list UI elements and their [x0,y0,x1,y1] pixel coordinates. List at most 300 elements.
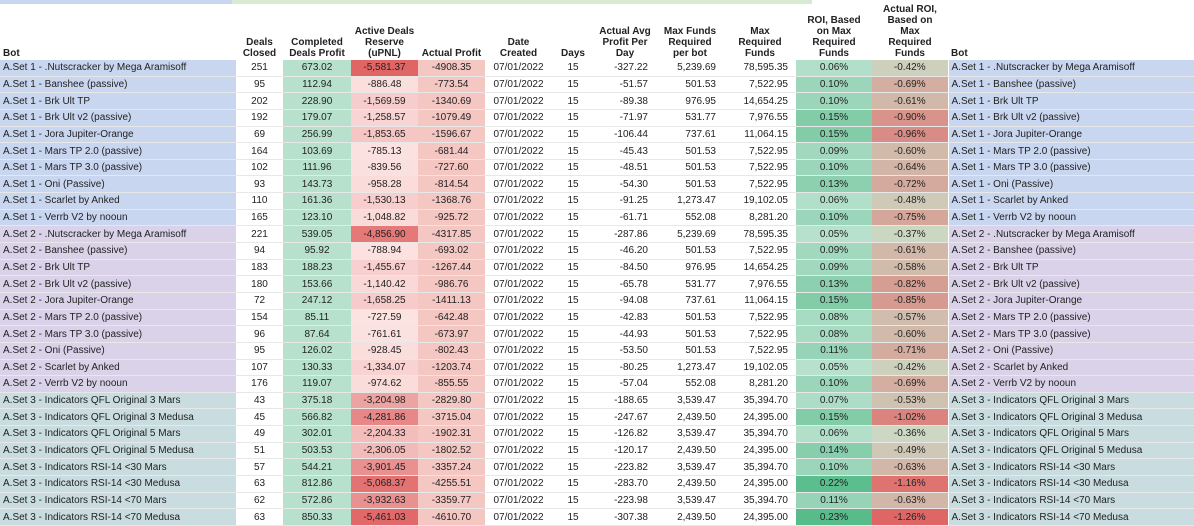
cell-bot[interactable]: A.Set 1 - Scarlet by Anked [0,193,236,210]
header-date-created[interactable] [485,4,552,60]
cell-completed-profit[interactable]: 247.12 [283,292,351,309]
cell-date-created[interactable]: 07/01/2022 [485,492,552,509]
cell-active-reserve[interactable]: -788.94 [351,243,418,260]
cell-days[interactable]: 15 [552,509,594,526]
cell-active-reserve[interactable]: -974.62 [351,376,418,393]
cell-completed-profit[interactable]: 112.94 [283,76,351,93]
table-row[interactable] [0,309,1194,326]
cell-actual-profit[interactable]: -4908.35 [418,60,485,76]
cell-roi-max[interactable]: 0.10% [796,159,872,176]
cell-bot-repeat[interactable]: A.Set 2 - Verrb V2 by nooun [948,376,1194,393]
cell-roi-max[interactable]: 0.08% [796,309,872,326]
header-avg-profit[interactable] [594,4,656,60]
cell-active-reserve[interactable]: -5,581.37 [351,60,418,76]
cell-actual-profit[interactable]: -1203.74 [418,359,485,376]
cell-bot-repeat[interactable]: A.Set 2 - Jora Jupiter-Orange [948,292,1194,309]
cell-date-created[interactable]: 07/01/2022 [485,159,552,176]
table-row[interactable] [0,76,1194,93]
cell-actual-profit[interactable]: -1079.49 [418,109,485,126]
cell-roi-max[interactable]: 0.22% [796,476,872,493]
cell-actual-profit[interactable]: -1902.31 [418,426,485,443]
cell-actual-profit[interactable]: -4255.51 [418,476,485,493]
cell-date-created[interactable]: 07/01/2022 [485,509,552,526]
cell-roi-max[interactable]: 0.13% [796,276,872,293]
cell-max-funds-bot[interactable]: 501.53 [656,342,724,359]
cell-roi-max[interactable]: 0.10% [796,459,872,476]
cell-completed-profit[interactable]: 123.10 [283,209,351,226]
cell-bot[interactable]: A.Set 1 - Brk Ult TP [0,93,236,110]
cell-actual-roi[interactable]: -0.61% [872,243,948,260]
cell-roi-max[interactable]: 0.15% [796,109,872,126]
cell-roi-max[interactable]: 0.11% [796,342,872,359]
cell-completed-profit[interactable]: 119.07 [283,376,351,393]
header-deals-closed[interactable] [236,4,283,60]
cell-active-reserve[interactable]: -2,306.05 [351,442,418,459]
cell-active-reserve[interactable]: -886.48 [351,76,418,93]
cell-date-created[interactable]: 07/01/2022 [485,276,552,293]
cell-bot-repeat[interactable]: A.Set 2 - Oni (Passive) [948,342,1194,359]
cell-avg-profit[interactable]: -223.98 [594,492,656,509]
cell-actual-roi[interactable]: -0.69% [872,76,948,93]
cell-days[interactable]: 15 [552,276,594,293]
cell-bot-repeat[interactable]: A.Set 1 - Mars TP 2.0 (passive) [948,143,1194,160]
table-row[interactable] [0,342,1194,359]
cell-roi-max[interactable]: 0.05% [796,359,872,376]
cell-days[interactable]: 15 [552,60,594,76]
cell-max-funds-bot[interactable]: 552.08 [656,376,724,393]
cell-max-required[interactable]: 14,654.25 [724,93,796,110]
cell-avg-profit[interactable]: -307.38 [594,509,656,526]
cell-completed-profit[interactable]: 566.82 [283,409,351,426]
cell-date-created[interactable]: 07/01/2022 [485,76,552,93]
cell-date-created[interactable]: 07/01/2022 [485,93,552,110]
cell-bot[interactable]: A.Set 2 - Mars TP 2.0 (passive) [0,309,236,326]
cell-active-reserve[interactable]: -785.13 [351,143,418,160]
header-bot-repeat[interactable] [948,4,1194,60]
cell-roi-max[interactable]: 0.10% [796,93,872,110]
cell-active-reserve[interactable]: -3,204.98 [351,392,418,409]
cell-bot[interactable]: A.Set 3 - Indicators QFL Original 3 Mars [0,392,236,409]
header-bot[interactable] [0,4,236,60]
cell-max-funds-bot[interactable]: 552.08 [656,209,724,226]
cell-days[interactable]: 15 [552,326,594,343]
cell-max-required[interactable]: 19,102.05 [724,193,796,210]
cell-max-funds-bot[interactable]: 2,439.50 [656,409,724,426]
header-completed-profit[interactable] [283,4,351,60]
cell-completed-profit[interactable]: 673.02 [283,60,351,76]
cell-bot-repeat[interactable]: A.Set 1 - Banshee (passive) [948,76,1194,93]
cell-max-funds-bot[interactable]: 3,539.47 [656,426,724,443]
cell-max-funds-bot[interactable]: 5,239.69 [656,226,724,243]
cell-bot-repeat[interactable]: A.Set 3 - Indicators RSI-14 <70 Medusa [948,509,1194,526]
cell-avg-profit[interactable]: -61.71 [594,209,656,226]
cell-date-created[interactable]: 07/01/2022 [485,309,552,326]
cell-days[interactable]: 15 [552,459,594,476]
cell-completed-profit[interactable]: 111.96 [283,159,351,176]
cell-bot-repeat[interactable]: A.Set 1 - Mars TP 3.0 (passive) [948,159,1194,176]
cell-date-created[interactable]: 07/01/2022 [485,209,552,226]
cell-deals-closed[interactable]: 183 [236,259,283,276]
cell-avg-profit[interactable]: -89.38 [594,93,656,110]
cell-days[interactable]: 15 [552,426,594,443]
cell-actual-profit[interactable]: -4610.70 [418,509,485,526]
cell-avg-profit[interactable]: -42.83 [594,309,656,326]
cell-actual-roi[interactable]: -0.60% [872,326,948,343]
cell-completed-profit[interactable]: 572.86 [283,492,351,509]
cell-actual-roi[interactable]: -0.71% [872,342,948,359]
cell-completed-profit[interactable]: 544.21 [283,459,351,476]
cell-deals-closed[interactable]: 51 [236,442,283,459]
table-row[interactable] [0,276,1194,293]
cell-deals-closed[interactable]: 251 [236,60,283,76]
cell-actual-profit[interactable]: -855.55 [418,376,485,393]
cell-actual-profit[interactable]: -693.02 [418,243,485,260]
table-row[interactable] [0,209,1194,226]
cell-max-required[interactable]: 11,064.15 [724,292,796,309]
cell-bot-repeat[interactable]: A.Set 1 - Oni (Passive) [948,176,1194,193]
cell-avg-profit[interactable]: -327.22 [594,60,656,76]
cell-bot[interactable]: A.Set 1 - Mars TP 3.0 (passive) [0,159,236,176]
cell-avg-profit[interactable]: -287.86 [594,226,656,243]
table-row[interactable] [0,109,1194,126]
cell-bot-repeat[interactable]: A.Set 1 - .Nutscracker by Mega Aramisoff [948,60,1194,76]
cell-avg-profit[interactable]: -53.50 [594,342,656,359]
cell-max-required[interactable]: 8,281.20 [724,376,796,393]
table-row[interactable] [0,176,1194,193]
cell-deals-closed[interactable]: 95 [236,76,283,93]
table-row[interactable] [0,442,1194,459]
cell-days[interactable]: 15 [552,342,594,359]
cell-bot[interactable]: A.Set 2 - Banshee (passive) [0,243,236,260]
table-row[interactable] [0,392,1194,409]
cell-active-reserve[interactable]: -761.61 [351,326,418,343]
cell-max-required[interactable]: 7,976.55 [724,109,796,126]
cell-completed-profit[interactable]: 161.36 [283,193,351,210]
cell-active-reserve[interactable]: -1,530.13 [351,193,418,210]
cell-active-reserve[interactable]: -958.28 [351,176,418,193]
cell-deals-closed[interactable]: 96 [236,326,283,343]
cell-deals-closed[interactable]: 93 [236,176,283,193]
cell-roi-max[interactable]: 0.05% [796,226,872,243]
cell-completed-profit[interactable]: 188.23 [283,259,351,276]
cell-bot[interactable]: A.Set 3 - Indicators QFL Original 5 Medusa [0,442,236,459]
cell-date-created[interactable]: 07/01/2022 [485,359,552,376]
cell-active-reserve[interactable]: -4,281.86 [351,409,418,426]
cell-completed-profit[interactable]: 375.18 [283,392,351,409]
cell-roi-max[interactable]: 0.15% [796,292,872,309]
cell-roi-max[interactable]: 0.08% [796,326,872,343]
cell-avg-profit[interactable]: -45.43 [594,143,656,160]
cell-active-reserve[interactable]: -727.59 [351,309,418,326]
cell-avg-profit[interactable]: -57.04 [594,376,656,393]
cell-days[interactable]: 15 [552,259,594,276]
cell-max-required[interactable]: 7,522.95 [724,342,796,359]
cell-max-funds-bot[interactable]: 531.77 [656,109,724,126]
table-row[interactable] [0,60,1194,76]
cell-max-required[interactable]: 35,394.70 [724,426,796,443]
cell-actual-roi[interactable]: -0.61% [872,93,948,110]
cell-active-reserve[interactable]: -1,258.57 [351,109,418,126]
cell-roi-max[interactable]: 0.09% [796,143,872,160]
cell-actual-roi[interactable]: -0.57% [872,309,948,326]
cell-roi-max[interactable]: 0.06% [796,60,872,76]
cell-days[interactable]: 15 [552,193,594,210]
cell-max-funds-bot[interactable]: 737.61 [656,292,724,309]
cell-actual-profit[interactable]: -727.60 [418,159,485,176]
cell-actual-roi[interactable]: -0.96% [872,126,948,143]
cell-max-funds-bot[interactable]: 737.61 [656,126,724,143]
cell-active-reserve[interactable]: -1,569.59 [351,93,418,110]
cell-active-reserve[interactable]: -3,901.45 [351,459,418,476]
cell-roi-max[interactable]: 0.11% [796,492,872,509]
cell-date-created[interactable]: 07/01/2022 [485,60,552,76]
cell-actual-profit[interactable]: -3357.24 [418,459,485,476]
cell-date-created[interactable]: 07/01/2022 [485,193,552,210]
cell-days[interactable]: 15 [552,392,594,409]
cell-days[interactable]: 15 [552,159,594,176]
cell-bot-repeat[interactable]: A.Set 2 - Banshee (passive) [948,243,1194,260]
cell-date-created[interactable]: 07/01/2022 [485,459,552,476]
cell-max-required[interactable]: 78,595.35 [724,60,796,76]
cell-bot[interactable]: A.Set 2 - Brk Ult TP [0,259,236,276]
cell-max-required[interactable]: 35,394.70 [724,459,796,476]
cell-max-required[interactable]: 24,395.00 [724,509,796,526]
cell-bot[interactable]: A.Set 1 - Brk Ult v2 (passive) [0,109,236,126]
cell-date-created[interactable]: 07/01/2022 [485,476,552,493]
cell-bot-repeat[interactable]: A.Set 3 - Indicators QFL Original 3 Mars [948,392,1194,409]
cell-bot-repeat[interactable]: A.Set 1 - Scarlet by Anked [948,193,1194,210]
cell-completed-profit[interactable]: 87.64 [283,326,351,343]
cell-days[interactable]: 15 [552,442,594,459]
cell-max-funds-bot[interactable]: 501.53 [656,243,724,260]
cell-actual-profit[interactable]: -4317.85 [418,226,485,243]
cell-bot[interactable]: A.Set 2 - Verrb V2 by nooun [0,376,236,393]
cell-active-reserve[interactable]: -928.45 [351,342,418,359]
cell-bot[interactable]: A.Set 3 - Indicators RSI-14 <30 Medusa [0,476,236,493]
cell-bot[interactable]: A.Set 2 - .Nutscracker by Mega Aramisoff [0,226,236,243]
cell-roi-max[interactable]: 0.15% [796,126,872,143]
cell-roi-max[interactable]: 0.23% [796,509,872,526]
cell-max-required[interactable]: 78,595.35 [724,226,796,243]
cell-days[interactable]: 15 [552,476,594,493]
cell-deals-closed[interactable]: 110 [236,193,283,210]
cell-bot[interactable]: A.Set 2 - Scarlet by Anked [0,359,236,376]
cell-bot-repeat[interactable]: A.Set 3 - Indicators RSI-14 <70 Mars [948,492,1194,509]
cell-actual-roi[interactable]: -0.36% [872,426,948,443]
header-active-reserve[interactable] [351,4,418,60]
cell-max-funds-bot[interactable]: 1,273.47 [656,359,724,376]
table-row[interactable] [0,492,1194,509]
cell-avg-profit[interactable]: -126.82 [594,426,656,443]
cell-deals-closed[interactable]: 57 [236,459,283,476]
cell-max-required[interactable]: 8,281.20 [724,209,796,226]
cell-roi-max[interactable]: 0.10% [796,76,872,93]
cell-date-created[interactable]: 07/01/2022 [485,376,552,393]
cell-date-created[interactable]: 07/01/2022 [485,342,552,359]
cell-days[interactable]: 15 [552,292,594,309]
table-row[interactable] [0,243,1194,260]
cell-actual-roi[interactable]: -0.63% [872,459,948,476]
cell-max-funds-bot[interactable]: 5,239.69 [656,60,724,76]
cell-days[interactable]: 15 [552,109,594,126]
cell-max-required[interactable]: 19,102.05 [724,359,796,376]
cell-avg-profit[interactable]: -247.67 [594,409,656,426]
cell-bot-repeat[interactable]: A.Set 3 - Indicators RSI-14 <30 Mars [948,459,1194,476]
cell-deals-closed[interactable]: 192 [236,109,283,126]
cell-deals-closed[interactable]: 63 [236,476,283,493]
cell-bot-repeat[interactable]: A.Set 2 - .Nutscracker by Mega Aramisoff [948,226,1194,243]
cell-completed-profit[interactable]: 95.92 [283,243,351,260]
table-row[interactable] [0,126,1194,143]
cell-max-funds-bot[interactable]: 2,439.50 [656,476,724,493]
cell-actual-roi[interactable]: -0.42% [872,60,948,76]
cell-bot[interactable]: A.Set 2 - Jora Jupiter-Orange [0,292,236,309]
cell-bot-repeat[interactable]: A.Set 3 - Indicators QFL Original 5 Mars [948,426,1194,443]
cell-max-funds-bot[interactable]: 976.95 [656,259,724,276]
cell-actual-roi[interactable]: -0.72% [872,176,948,193]
cell-max-required[interactable]: 7,522.95 [724,309,796,326]
cell-bot-repeat[interactable]: A.Set 1 - Brk Ult v2 (passive) [948,109,1194,126]
table-row[interactable] [0,143,1194,160]
cell-roi-max[interactable]: 0.10% [796,209,872,226]
cell-roi-max[interactable]: 0.14% [796,442,872,459]
cell-deals-closed[interactable]: 176 [236,376,283,393]
cell-max-funds-bot[interactable]: 531.77 [656,276,724,293]
cell-actual-profit[interactable]: -802.43 [418,342,485,359]
cell-active-reserve[interactable]: -1,455.67 [351,259,418,276]
cell-actual-roi[interactable]: -0.63% [872,492,948,509]
cell-max-funds-bot[interactable]: 501.53 [656,76,724,93]
cell-actual-roi[interactable]: -0.37% [872,226,948,243]
cell-deals-closed[interactable]: 94 [236,243,283,260]
cell-bot-repeat[interactable]: A.Set 2 - Mars TP 2.0 (passive) [948,309,1194,326]
cell-roi-max[interactable]: 0.07% [796,392,872,409]
cell-actual-profit[interactable]: -2829.80 [418,392,485,409]
cell-active-reserve[interactable]: -4,856.90 [351,226,418,243]
cell-completed-profit[interactable]: 256.99 [283,126,351,143]
cell-max-required[interactable]: 35,394.70 [724,392,796,409]
cell-deals-closed[interactable]: 154 [236,309,283,326]
cell-avg-profit[interactable]: -44.93 [594,326,656,343]
cell-days[interactable]: 15 [552,309,594,326]
cell-max-required[interactable]: 7,522.95 [724,143,796,160]
cell-actual-roi[interactable]: -0.82% [872,276,948,293]
table-row[interactable] [0,459,1194,476]
cell-active-reserve[interactable]: -1,048.82 [351,209,418,226]
cell-max-funds-bot[interactable]: 3,539.47 [656,459,724,476]
cell-max-required[interactable]: 7,522.95 [724,159,796,176]
cell-actual-roi[interactable]: -0.48% [872,193,948,210]
header-actual-profit[interactable] [418,4,485,60]
cell-active-reserve[interactable]: -2,204.33 [351,426,418,443]
table-row[interactable] [0,376,1194,393]
cell-deals-closed[interactable]: 95 [236,342,283,359]
cell-active-reserve[interactable]: -5,461.03 [351,509,418,526]
cell-avg-profit[interactable]: -283.70 [594,476,656,493]
cell-actual-profit[interactable]: -3359.77 [418,492,485,509]
cell-date-created[interactable]: 07/01/2022 [485,226,552,243]
cell-max-required[interactable]: 7,522.95 [724,243,796,260]
cell-date-created[interactable]: 07/01/2022 [485,392,552,409]
cell-actual-profit[interactable]: -773.54 [418,76,485,93]
cell-active-reserve[interactable]: -1,140.42 [351,276,418,293]
cell-bot[interactable]: A.Set 1 - Oni (Passive) [0,176,236,193]
cell-bot[interactable]: A.Set 1 - Verrb V2 by nooun [0,209,236,226]
cell-bot[interactable]: A.Set 1 - Banshee (passive) [0,76,236,93]
cell-avg-profit[interactable]: -106.44 [594,126,656,143]
cell-avg-profit[interactable]: -120.17 [594,442,656,459]
cell-roi-max[interactable]: 0.10% [796,376,872,393]
cell-max-required[interactable]: 35,394.70 [724,492,796,509]
cell-actual-roi[interactable]: -0.60% [872,143,948,160]
cell-completed-profit[interactable]: 302.01 [283,426,351,443]
cell-actual-roi[interactable]: -1.16% [872,476,948,493]
cell-max-required[interactable]: 24,395.00 [724,409,796,426]
cell-avg-profit[interactable]: -54.30 [594,176,656,193]
cell-days[interactable]: 15 [552,126,594,143]
cell-avg-profit[interactable]: -65.78 [594,276,656,293]
cell-bot[interactable]: A.Set 3 - Indicators QFL Original 5 Mars [0,426,236,443]
cell-actual-profit[interactable]: -1802.52 [418,442,485,459]
cell-active-reserve[interactable]: -839.56 [351,159,418,176]
cell-completed-profit[interactable]: 103.69 [283,143,351,160]
cell-completed-profit[interactable]: 812.86 [283,476,351,493]
cell-max-required[interactable]: 11,064.15 [724,126,796,143]
table-row[interactable] [0,259,1194,276]
cell-bot[interactable]: A.Set 2 - Oni (Passive) [0,342,236,359]
cell-deals-closed[interactable]: 69 [236,126,283,143]
cell-date-created[interactable]: 07/01/2022 [485,176,552,193]
cell-days[interactable]: 15 [552,359,594,376]
cell-avg-profit[interactable]: -94.08 [594,292,656,309]
cell-bot-repeat[interactable]: A.Set 2 - Scarlet by Anked [948,359,1194,376]
cell-date-created[interactable]: 07/01/2022 [485,109,552,126]
table-row[interactable] [0,409,1194,426]
cell-deals-closed[interactable]: 180 [236,276,283,293]
cell-bot-repeat[interactable]: A.Set 2 - Brk Ult v2 (passive) [948,276,1194,293]
table-row[interactable] [0,326,1194,343]
cell-days[interactable]: 15 [552,492,594,509]
cell-active-reserve[interactable]: -1,334.07 [351,359,418,376]
cell-deals-closed[interactable]: 202 [236,93,283,110]
table-row[interactable] [0,476,1194,493]
cell-days[interactable]: 15 [552,93,594,110]
cell-max-funds-bot[interactable]: 501.53 [656,309,724,326]
cell-completed-profit[interactable]: 143.73 [283,176,351,193]
cell-actual-roi[interactable]: -1.02% [872,409,948,426]
cell-completed-profit[interactable]: 850.33 [283,509,351,526]
cell-actual-roi[interactable]: -0.64% [872,159,948,176]
cell-actual-profit[interactable]: -3715.04 [418,409,485,426]
cell-deals-closed[interactable]: 72 [236,292,283,309]
cell-actual-roi[interactable]: -0.69% [872,376,948,393]
cell-deals-closed[interactable]: 164 [236,143,283,160]
cell-days[interactable]: 15 [552,243,594,260]
cell-deals-closed[interactable]: 102 [236,159,283,176]
cell-bot-repeat[interactable]: A.Set 1 - Jora Jupiter-Orange [948,126,1194,143]
cell-actual-profit[interactable]: -673.97 [418,326,485,343]
cell-bot-repeat[interactable]: A.Set 3 - Indicators RSI-14 <30 Medusa [948,476,1194,493]
cell-days[interactable]: 15 [552,376,594,393]
table-row[interactable] [0,292,1194,309]
cell-completed-profit[interactable]: 539.05 [283,226,351,243]
cell-days[interactable]: 15 [552,176,594,193]
cell-max-funds-bot[interactable]: 976.95 [656,93,724,110]
cell-bot[interactable]: A.Set 3 - Indicators RSI-14 <70 Mars [0,492,236,509]
table-row[interactable] [0,359,1194,376]
cell-avg-profit[interactable]: -71.97 [594,109,656,126]
cell-date-created[interactable]: 07/01/2022 [485,243,552,260]
